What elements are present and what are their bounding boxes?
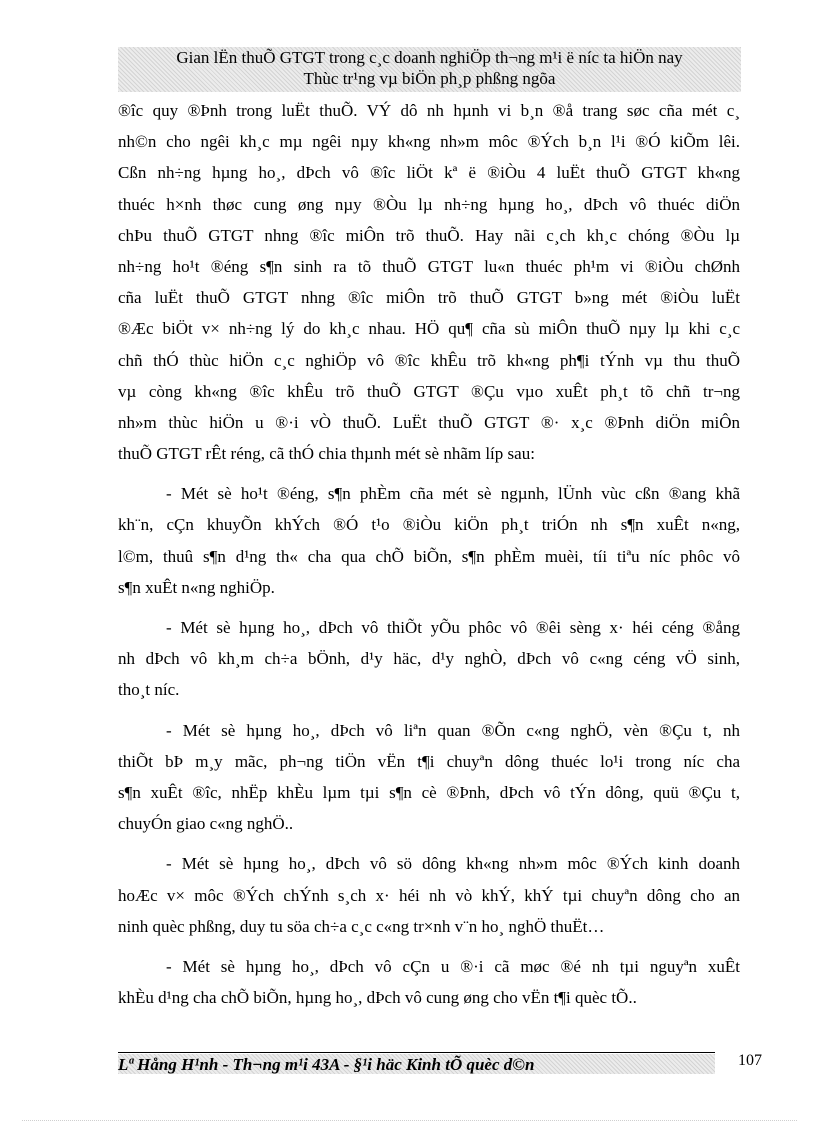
paragraph-line: s¶n xuÊt n«ng nghiÖp. (118, 577, 275, 597)
paragraph (118, 848, 740, 942)
document-body (118, 95, 740, 1013)
paragraph-line: ®îc quy ®Þnh trong luËt thuÕ. VÝ dô nh hµnh vi b¸n ®å trang søc cña mét c¸ (118, 101, 740, 120)
paragraph-line: - Mét sè ho¹t ®éng, s¶n phÈm cña mét sè ngµnh, lÜnh vùc cßn ®ang khã (166, 484, 740, 504)
paragraph (118, 951, 740, 1013)
paragraph-line: vµ còng kh«ng ®îc khÊu trõ thuÕ GTGT ®Çu vµo xuÊt ph¸t tõ chñ tr¬ng (118, 381, 740, 401)
paragraph-line: ninh quèc phßng, duy tu söa ch÷a c¸c c«ng tr×nh v¨n ho¸ nghÖ thuËt… (118, 916, 605, 936)
paragraph-line: cña luËt thuÕ GTGT nhng ®îc miÔn trõ thuÕ GTGT b»ng mét ®iÒu luËt (118, 288, 740, 308)
paragraph-line: khÈu d¹ng cha chÕ biÕn, hµng ho¸, dÞch vô cung øng cho vËn t¶i quèc tÕ.. (118, 988, 637, 1008)
paragraph-line: thuéc h×nh thøc cung øng nµy ®Òu lµ nh÷ng hµng ho¸, dÞch vô thuéc diÖn (118, 194, 740, 214)
paragraph-line: kh¨n, cÇn khuyÕn khÝch ®Ó t¹o ®iÒu kiÖn ph¸t triÓn nh s¶n xuÊt n«ng, (118, 515, 740, 535)
paragraph-line: hoÆc v× môc ®Ých chÝnh s¸ch x· héi nh vò khÝ, khÝ tµi chuyªn dông cho an (118, 885, 740, 905)
footer-divider (118, 1052, 715, 1053)
paragraph-line: s¶n xuÊt ®îc, nhËp khÈu lµm tµi s¶n cè ®Þnh, dÞch vô tÝn dông, quü ®Çu t, (118, 782, 740, 802)
paragraph (118, 478, 740, 603)
paragraph-line: - Mét sè hµng ho¸, dÞch vô thiÕt yÕu phôc vô ®êi sèng x· héi céng ®ång (166, 618, 740, 637)
paragraph-line: tho¸t níc. (118, 680, 180, 700)
header-subtitle: Thùc tr¹ng vµ biÖn ph¸p phßng ngõa (303, 69, 556, 88)
paragraph-line: nh©n cho ngêi kh¸c mµ ngêi nµy kh«ng nh»m môc ®Ých b¸n l¹i ®Ó kiÕm lêi. (118, 132, 740, 152)
paragraph-line: thiÕt bÞ m¸y mãc, ph¬ng tiÖn vËn t¶i chuyªn dông thuéc lo¹i trong níc cha (118, 751, 740, 771)
paragraph-line: - Mét sè hµng ho¸, dÞch vô cÇn u ®·i cã møc ®é nh tµi nguyªn xuÊt (166, 956, 740, 976)
paragraph-line: chuyÓn giao c«ng nghÖ.. (118, 814, 294, 834)
paragraph-line: thuÕ GTGT rÊt réng, cã thÓ chia thµnh mét sè nhãm líp sau: (118, 444, 535, 464)
page-header (118, 47, 741, 92)
paragraph-line: nh÷ng ho¹t ®éng s¶n sinh ra tõ thuÕ GTGT lu«n thuéc ph¹m vi ®iÒu chØnh (118, 256, 740, 276)
paragraph-line: l©m, thuû s¶n d¹ng th« cha qua chÕ biÕn, s¶n phÈm muèi, tíi tiªu níc phôc vô (118, 546, 740, 566)
paragraph-line: Cßn nh÷ng hµng ho¸, dÞch vô ®îc liÖt kª ë ®iÒu 4 luËt thuÕ GTGT kh«ng (118, 163, 740, 183)
paragraph-line: ®Æc biÖt v× nh÷ng lý do kh¸c nhau. HÖ qu¶ cña sù miÔn thuÕ nµy lµ khi c¸c (118, 319, 740, 339)
paragraph (118, 612, 740, 706)
paragraph-line: nh»m thùc hiÖn u ®·i vÒ thuÕ. LuËt thuÕ GTGT ®· x¸c ®Þnh diÖn miÔn (118, 412, 740, 432)
paragraph-line: - Mét sè hµng ho¸, dÞch vô sö dông kh«ng nh»m môc ®Ých kinh doanh (166, 854, 740, 874)
header-title: Gian lËn thuÕ GTGT trong c¸c doanh nghiÖp th¬ng m¹i ë níc ta hiÖn nay (176, 48, 683, 67)
paragraph (118, 715, 740, 840)
footer-author: Lª Hång H¹nh - Th¬ng m¹i 43A - §¹i häc Kinh tÕ quèc d©n (118, 1054, 715, 1074)
paragraph (118, 95, 740, 469)
page-bottom-border (22, 1120, 797, 1121)
page-number: 107 (738, 1052, 762, 1069)
paragraph-line: chñ thÓ thùc hiÖn c¸c nghiÖp vô ®îc khÊu trõ kh«ng ph¶i tÝnh vµ thu thuÕ (118, 350, 740, 370)
paragraph-line: nh dÞch vô kh¸m ch÷a bÖnh, d¹y häc, d¹y nghÒ, dÞch vô c«ng céng vÖ sinh, (118, 649, 740, 669)
paragraph-line: - Mét sè hµng ho¸, dÞch vô liªn quan ®Õn c«ng nghÖ, vèn ®Çu t, nh (166, 720, 740, 740)
paragraph-line: chÞu thuÕ GTGT nhng ®îc miÔn trõ thuÕ. Hay nãi c¸ch kh¸c chóng ®Òu lµ (118, 225, 740, 245)
